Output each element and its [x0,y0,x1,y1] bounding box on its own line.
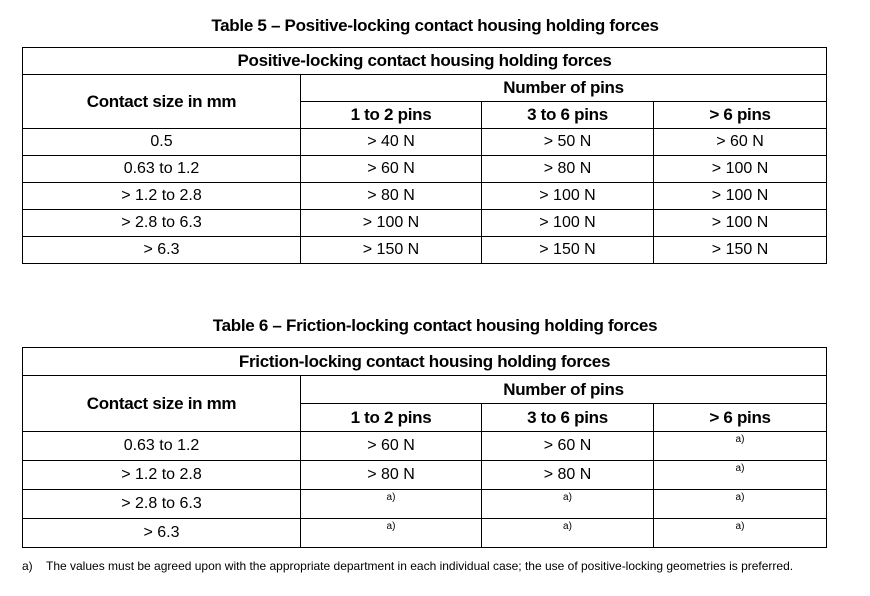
table6-col-header: 3 to 6 pins [482,404,654,432]
table6-cell: > 60 N [482,432,654,461]
table-row [23,237,827,264]
table-row [23,183,827,210]
table5-cell-size: > 1.2 to 2.8 [23,183,301,210]
table5-cell: > 100 N [482,210,654,237]
table6-col-header: 1 to 2 pins [301,404,482,432]
table5-cell: > 100 N [482,183,654,210]
table6-cell-footnote-ref: a) [654,461,827,490]
table6-cell-footnote-ref: a) [301,519,482,548]
table6-row-header: Contact size in mm [23,376,301,432]
table5-col-header: > 6 pins [654,102,827,129]
table6 [22,347,827,548]
table6-cell-size: 0.63 to 1.2 [23,432,301,461]
table5-cell: > 100 N [654,156,827,183]
table5-col-header: 3 to 6 pins [482,102,654,129]
table6-cell: > 80 N [301,461,482,490]
table5-group-header: Number of pins [301,75,827,102]
table5-cell-size: 0.63 to 1.2 [23,156,301,183]
table6-cell-footnote-ref: a) [654,519,827,548]
table6-cell-size: > 1.2 to 2.8 [23,461,301,490]
table6-cell-footnote-ref: a) [482,490,654,519]
table5-cell-size: > 2.8 to 6.3 [23,210,301,237]
table5-cell: > 100 N [654,210,827,237]
table5-header-span: Positive-locking contact housing holding forces [23,48,827,75]
table5-col-header: 1 to 2 pins [301,102,482,129]
table6-cell-footnote-ref: a) [301,490,482,519]
table-row [23,210,827,237]
table5-cell: > 40 N [301,129,482,156]
table6-group-header: Number of pins [301,376,827,404]
table5-cell: > 60 N [301,156,482,183]
table6-caption: Table 6 – Friction-locking contact housing holding forces [212,316,658,335]
footnote-mark: a) [22,559,33,573]
table5-caption: Table 5 – Positive-locking contact housing holding forces [211,16,659,35]
table6-cell-footnote-ref: a) [654,490,827,519]
table-row [23,129,827,156]
table5-cell: > 150 N [654,237,827,264]
table5-cell-size: 0.5 [23,129,301,156]
table5-cell: > 60 N [654,129,827,156]
table5-cell-size: > 6.3 [23,237,301,264]
table5-cell: > 100 N [301,210,482,237]
table5 [22,47,827,264]
table6-header-span: Friction-locking contact housing holding forces [23,348,827,376]
table6-cell: > 60 N [301,432,482,461]
table6-col-header: > 6 pins [654,404,827,432]
table6-cell: > 80 N [482,461,654,490]
table5-cell: > 50 N [482,129,654,156]
table5-cell: > 150 N [301,237,482,264]
table-row [23,432,827,461]
table5-row-header: Contact size in mm [23,75,301,129]
footnote-text: The values must be agreed upon with the appropriate department in each individual case; the use of positive-locking geometries is preferred. [46,559,794,573]
table6-cell-footnote-ref: a) [482,519,654,548]
table-row [23,156,827,183]
table5-cell: > 80 N [482,156,654,183]
table5-cell: > 100 N [654,183,827,210]
table5-cell: > 150 N [482,237,654,264]
table-row [23,461,827,490]
table5-cell: > 80 N [301,183,482,210]
table6-cell-footnote-ref: a) [654,432,827,461]
table-row [23,519,827,548]
table6-cell-size: > 2.8 to 6.3 [23,490,301,519]
table6-cell-size: > 6.3 [23,519,301,548]
table-row [23,490,827,519]
